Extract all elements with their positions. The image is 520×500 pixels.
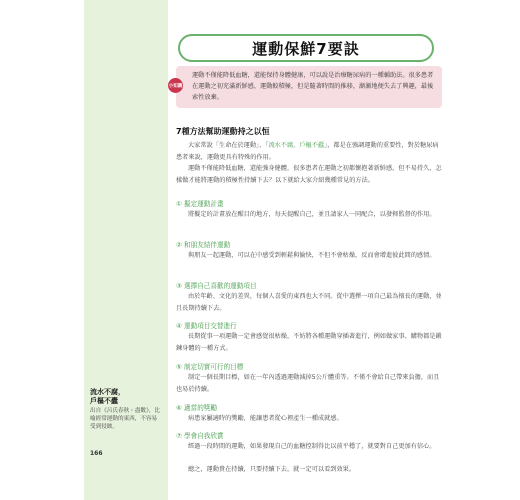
page-title-box <box>178 34 434 62</box>
item-6-body: 病患家屬適時的獎勵，能讓患者從心裡產生一種成就感。 <box>188 415 343 422</box>
intro-text-a: 大家常說「生命在於運動」、「 <box>188 142 269 149</box>
intro-paragraph-2: 運動不僅能降低血糖，還能強身健體，很多患者在運動之初都懷抱著新鮮感，但不易持久，怎樣做才能將運動的積極性持續下去？以下就給大家介紹幾種常見的方法。 <box>176 165 442 184</box>
item-6-title: ⑥ 適當的獎勵 <box>176 404 217 412</box>
closing-paragraph: 總之，運動貴在持續，只要持續下去，就一定可以看到效果。 <box>188 466 356 473</box>
intro-text-b: 」，都是在強調運動的重要性，對於糖尿病患者來說，運動更具有特殊的作用。 <box>176 142 439 161</box>
item-2-title: ② 和朋友結伴運動 <box>176 241 231 249</box>
item-3-title: ③ 選擇自己喜歡的運動項目 <box>176 282 257 290</box>
summary-box <box>176 66 442 108</box>
section-heading: 7種方法幫助運動持之以恒 <box>176 127 270 136</box>
intro-highlight: 流水不腐，戶樞不蠹 <box>268 142 325 149</box>
page-number: 166 <box>90 450 103 457</box>
item-5-title: ⑤ 制定切實可行的目標 <box>176 363 244 371</box>
summary-text: 運動不僅能降低血糖，還能保持身體健康，可以說是治療糖尿病的一種輔助法。很多患者在運動之初充滿新鮮感，運動較積極，但是隨著時間的推移，漸漸地便失去了興趣，最後索性放棄。 <box>192 72 434 101</box>
sidenote-title-2: 戶樞不蠹 <box>90 397 118 405</box>
item-1-title: ① 擬定運動計畫 <box>176 200 224 208</box>
tip-badge: 小知識 <box>168 78 183 93</box>
intro-paragraph-1 <box>176 140 444 163</box>
item-3-body: 由於年齡、文化的差異，每個人喜愛的東西也大不同。從中選擇一項自己最為擅長的運動，並且長期持續下去。 <box>176 293 442 312</box>
sidenote-title-1: 流水不腐， <box>90 388 125 396</box>
item-5-body: 制定一個長期目標，如在一年內透過運動減掉5公斤體重等。不僅不會給自己帶來負擔，而且也易於持續。 <box>176 374 440 393</box>
item-7-title: ⑦ 學會自我欣賞 <box>176 432 224 440</box>
item-2-body: 與朋友一起運動，可以在中感受到輕鬆與愉快，不但不會枯燥，反而會增進彼此間的感情。 <box>188 252 436 259</box>
sidenote-body: 出自《呂氏春秋・盡數》，比喻經常運動的東西，不容易受到侵蝕。 <box>90 408 160 430</box>
item-7-body: 經過一段時間的運動，如果發現自己的血糖控制得比以前平穩了，就要對自己更加有信心。 <box>188 443 436 450</box>
sidenote <box>90 388 162 431</box>
page-title: 運動保鮮7要訣 <box>252 39 360 58</box>
item-1-body: 將擬定的計畫放在醒目的地方，每天提醒自己，並且請家人一同配合，以發揮監督的作用。 <box>188 211 436 218</box>
item-4-title: ④ 運動項目交替進行 <box>176 322 237 330</box>
item-4-body: 長期從事一項運動一定會感覺很枯燥，不妨將各種運動穿插著進行，例如做家事、購物都是鍛鍊身體的一種方式。 <box>176 333 442 352</box>
